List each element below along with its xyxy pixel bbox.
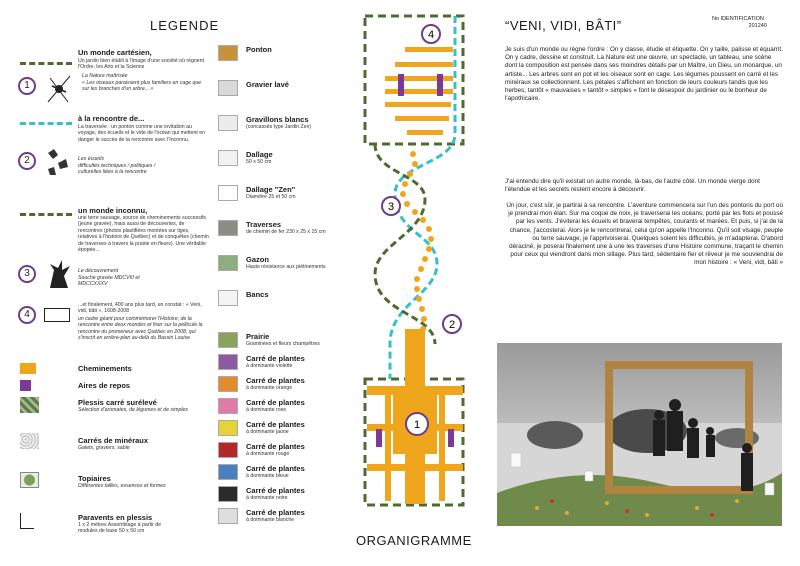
key-path-label: Cheminements <box>78 364 132 373</box>
material-sub: de chemin de fer 230 x 25 x 15 cm <box>246 229 326 235</box>
zone-3-marker <box>382 197 400 215</box>
material-swatch <box>218 80 238 96</box>
plant-label: Carré de plantes <box>246 508 305 517</box>
plant-sub: Graminées et fleurs champêtres <box>246 341 320 347</box>
legend-title: LEGENDE <box>150 18 220 33</box>
zone-4-rest-right <box>437 74 443 96</box>
zone-4-badge: 4 <box>18 306 36 324</box>
plant-sub: à dominante bleue <box>246 473 289 479</box>
dashed-cyan-line <box>20 122 72 125</box>
plant-swatch <box>218 376 238 392</box>
key-topiary-label: Topiaires <box>78 474 111 483</box>
key-mineral-sub: Galets, graviers, sable <box>78 445 130 451</box>
material-row <box>218 220 338 255</box>
plant-sub: à dominante blanche <box>246 517 295 523</box>
plant-row <box>218 464 338 486</box>
key-screen-label: Paravents en plessis <box>78 513 153 522</box>
key-plessis-label: Plessis carré surélevé <box>78 398 157 407</box>
key-rest-label: Aires de repos <box>78 381 131 390</box>
plant-sub: à dominante rouge <box>246 451 290 457</box>
plant-label: Carré de plantes <box>246 442 305 451</box>
key-topiary-swatch <box>20 472 39 488</box>
zone-1-rest-left <box>376 429 382 447</box>
plant-label: Carré de plantes <box>246 464 305 473</box>
material-row <box>218 80 338 115</box>
plant-row <box>218 442 338 464</box>
item-1-italic-b: « Les oiseaux paraissent plus familiers en cage que sur les branches d'un arbre... » <box>82 80 202 93</box>
plant-sub: à dominante rose <box>246 407 287 413</box>
material-row <box>218 185 338 220</box>
plant-sub: à dominante noire <box>246 495 288 501</box>
dashed-green-line-2 <box>20 213 72 216</box>
item-1-title: Un monde cartésien, <box>78 48 152 57</box>
material-label: Ponton <box>246 45 272 54</box>
identification <box>712 16 767 30</box>
material-sub: Haute résistance aux piétinements <box>246 264 326 270</box>
plant-swatch <box>218 442 238 458</box>
plant-swatch <box>218 420 238 436</box>
dashed-green-line <box>20 62 72 65</box>
plant-row <box>218 398 338 420</box>
plant-swatch <box>218 332 238 348</box>
plant-label: Carré de plantes <box>246 354 305 363</box>
paragraph-1: Je suis d'un monde ou règne l'ordre : On y classe, étudie et étiquette. On y taille, palisse et équarrit. On y cadre, dessine et construit. La Nature est une œuvre, un spectacle, un tableau, une scène dont la composition est pensée dans ses moindres détails par un Maître, un Dieu, un monarque, un artiste... Les arbres sont en pot et les oiseaux sont en cage. Les légumes poussent en carré et les minéraux se collectionnent. Les pétales s'affichent en fonction de leurs couleurs tandis que les herbes, tantôt « mauvaises » tantôt « simples » font le désespoir du jardinier ou le bonheur de l'apothicaire. <box>505 46 783 103</box>
plant-swatch <box>218 486 238 502</box>
frame-icon <box>44 308 70 322</box>
key-mineral-swatch <box>20 433 39 449</box>
material-swatch <box>218 185 238 201</box>
plant-swatch <box>218 354 238 370</box>
plant-sub: à dominante jaune <box>246 429 289 435</box>
zone-4-rest-left <box>398 74 404 96</box>
key-screen-sub: 1 x 2 mètres Assemblage à partir de modules de base 50 x 50 cm <box>78 522 162 535</box>
item-1-italic-a: La Nature maîtrisée <box>82 73 128 79</box>
tree-stump-icon <box>44 258 74 292</box>
item-3-text: une terre sauvage, source de cheminements successifs (jeune gravée), mais aussi de découvertes, de rencontres (photos plastifiées montées sur tiges, relatives à l'histoire de Québec) et de conquêtes (chemin de traverses à travers la prairie en fleurs). Une véritable épopée... <box>78 215 209 254</box>
item-2-italic-b: difficultés techniques / politiques / culturelles liées à la rencontre <box>78 163 156 176</box>
reef-sketch-icon <box>44 145 72 179</box>
svg-text:2: 2 <box>448 319 456 331</box>
plant-sub: à dominante violette <box>246 363 293 369</box>
plant-swatch <box>218 508 238 524</box>
id-value: 201240 <box>748 23 767 29</box>
key-path-swatch <box>20 363 36 374</box>
plant-label: Carré de plantes <box>246 420 305 429</box>
perspective-render <box>497 343 782 526</box>
plant-swatch <box>218 398 238 414</box>
zone-4-marker <box>422 25 440 43</box>
zone-2-badge: 2 <box>18 152 36 170</box>
svg-text:1: 1 <box>413 419 421 431</box>
material-label: Dallage "Zen" <box>246 185 296 194</box>
plant-row <box>218 376 338 398</box>
item-3-italic-b: Souche gravée MDCVIII et MDCCXXXV <box>78 275 140 288</box>
item-2-text: La traversée : un ponton comme une invitation au voyage, des écueils et le vide de l'océan qui mettent en danger le succès de la rencontre avec l'Inconnu. <box>78 124 206 143</box>
plant-label: Carré de plantes <box>246 486 305 495</box>
material-sub: Diamètre 25 et 50 cm <box>246 194 296 200</box>
key-rest-swatch <box>20 380 31 391</box>
material-swatch <box>218 290 238 306</box>
svg-text:3: 3 <box>387 201 395 213</box>
paragraph-3: Un jour, c'est sûr, je partirai à sa rencontre. L'aventure commencera sur l'un des pontons du port où je prendrai mon élan. Sur ma coque de noix, je traverserai les océans, porté par les flots et poussé par les vents. J'éviterai les écueils et braverai tempêtes, courants et marées. Et puis, si j'ai de la chance, j'accosterai. Alors je le rencontrerai, celui qu'on appelle l'Inconnu. Qu'il soit visage, peuple ou terre sauvage, je l'apprivoiserai. Quelques soient les difficultés, je m'adapterai. D'abord déraciné, je poserai finalement une à une les traverses d'une Histoire commune, traçant le chemin pour ceux qui viendront dans mon sillage. Plus tard, sédentaire fier et rêveur je me souviendrai de mon histoire : « Veni, vidi, bâti » <box>506 202 783 267</box>
organigramme-title: ORGANIGRAMME <box>356 533 472 548</box>
plant-swatch <box>218 464 238 480</box>
material-row <box>218 150 338 185</box>
main-title: “VENI, VIDI, BÂTI” <box>505 18 622 33</box>
material-row <box>218 290 338 325</box>
plant-row <box>218 420 338 442</box>
material-label: Dallage <box>246 150 273 159</box>
item-4-italic-a: un cadre géant pour commémorer l'Histoire; de la rencontre entre deux mondes et fixer sur la pellicule la rencontre du promeneur avec Québec en 2008, qui s'inscrit en arrière-plan au-delà du Bassin Louise <box>78 316 203 342</box>
paragraph-2: J'ai entendu dire qu'il existait un autre monde, là-bas, de l'autre côté. Un monde vierge dont l'étendue et les secrets restent encore à découvrir. <box>505 178 760 194</box>
material-label: Gazon <box>246 255 269 264</box>
zone-1-rest-right <box>448 429 454 447</box>
item-2-title: à la rencontre de... <box>78 114 145 123</box>
material-label: Gravier lavé <box>246 80 289 89</box>
item-1-text: Un jardin bien établi à l'image d'une société où règnent l'Ordre, les Arts et la Science <box>78 58 204 71</box>
plant-row <box>218 486 338 508</box>
material-swatch <box>218 255 238 271</box>
plant-label: Carré de plantes <box>246 398 305 407</box>
key-plessis-sub: Sélection d'aromates, de légumes et de simples <box>78 407 188 413</box>
zone-1-marker <box>406 413 428 435</box>
material-label: Bancs <box>246 290 269 299</box>
item-3-italic-a: Le découvrement <box>78 268 119 274</box>
plant-row <box>218 332 338 354</box>
material-row <box>218 115 338 150</box>
material-swatch <box>218 220 238 236</box>
plant-row <box>218 508 338 530</box>
material-row <box>218 255 338 290</box>
key-mineral-label: Carrés de minéraux <box>78 436 149 445</box>
material-label: Traverses <box>246 220 282 229</box>
organigramme-diagram <box>355 14 475 519</box>
material-swatch <box>218 45 238 61</box>
material-sub: (concassés type Jardin Zen) <box>246 124 312 130</box>
plant-label: Prairie <box>246 332 270 341</box>
zone-1-badge: 1 <box>18 77 36 95</box>
material-row <box>218 45 338 80</box>
wild-path <box>375 144 435 344</box>
zone-2-marker <box>443 315 461 333</box>
material-label: Gravillons blancs <box>246 115 309 124</box>
item-2-italic-a: Les écueils <box>78 156 104 162</box>
key-topiary-sub: Différentes tailles, essences et formes <box>78 483 166 489</box>
item-3-title: un monde inconnu, <box>78 206 148 215</box>
bird-cage-icon <box>44 72 74 106</box>
plant-sub: à dominante orange <box>246 385 293 391</box>
key-screen-swatch <box>20 513 34 529</box>
plant-row <box>218 354 338 376</box>
material-swatch <box>218 115 238 131</box>
item-4-text: ...et finalement, 400 ans plus tard, un constat : « Veni, vidi, bâti », 1608-2008 <box>78 302 202 315</box>
material-swatch <box>218 150 238 166</box>
key-plessis-swatch <box>20 397 39 413</box>
id-label: No IDENTIFICATION : <box>712 16 767 22</box>
plant-label: Carré de plantes <box>246 376 305 385</box>
zone-3-badge: 3 <box>18 265 36 283</box>
material-sub: 50 x 50 cm <box>246 159 272 165</box>
svg-text:4: 4 <box>427 29 435 41</box>
